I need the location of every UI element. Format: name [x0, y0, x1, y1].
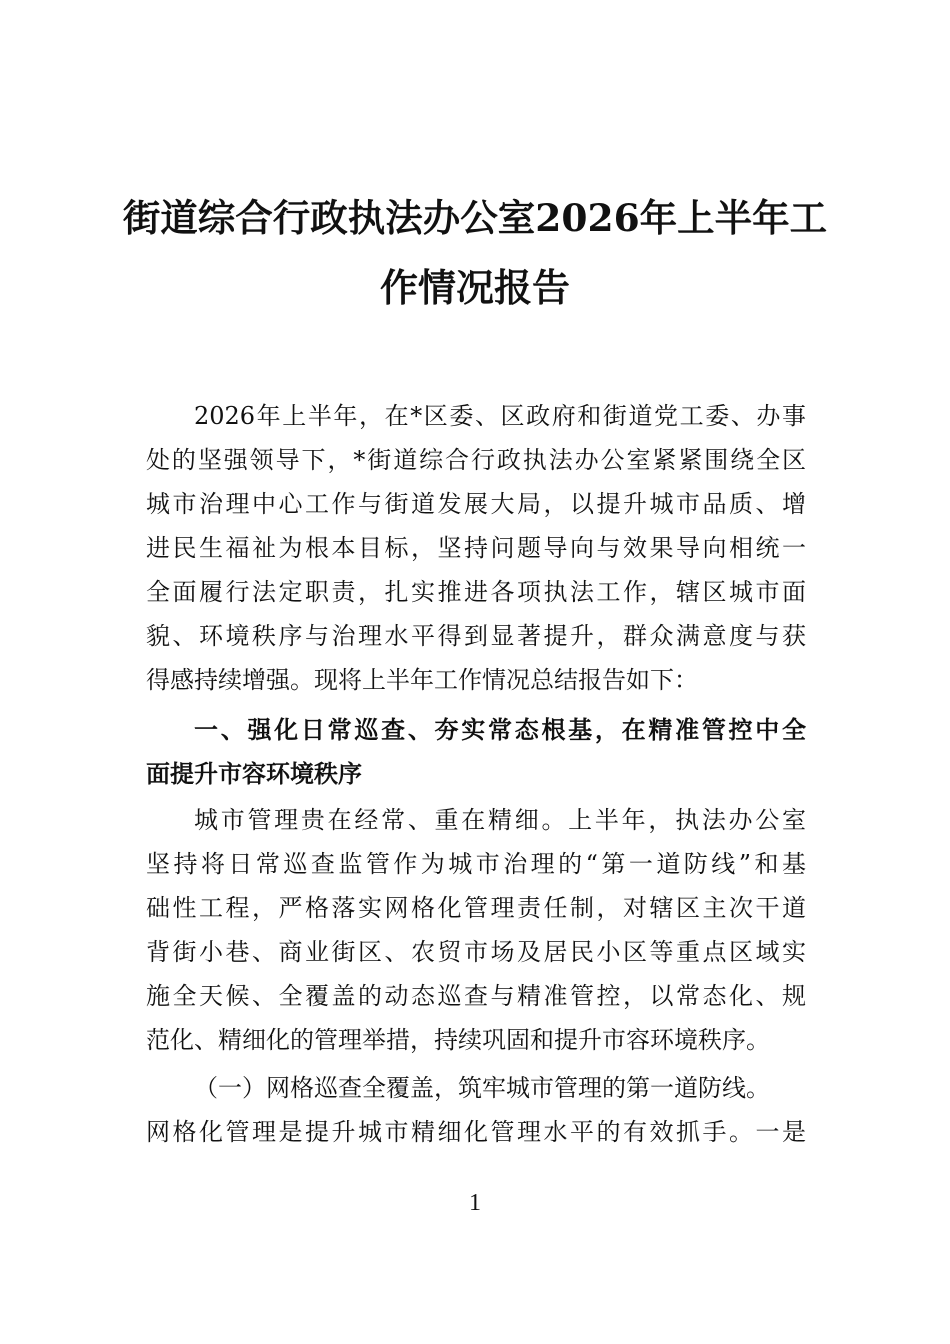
section-body-line: 坚持将日常巡查监管作为城市治理的“第一道防线”和基 [146, 850, 806, 878]
document-title-line-2: 作情况报告 [379, 265, 570, 310]
section-heading-line: 面提升市容环境秩序 [146, 760, 362, 788]
subsection-body-line: 网格化管理是提升城市精细化管理水平的有效抓手。一是 [146, 1118, 806, 1146]
page-number: 1 [469, 1190, 481, 1216]
subsection-heading-line: （一）网格巡查全覆盖，筑牢城市管理的第一道防线。 [194, 1074, 770, 1102]
document-title-line-1: 街道综合行政执法办公室2026年上半年工 [122, 196, 828, 240]
intro-line: 2026年上半年，在*区委、区政府和街道党工委、办事 [194, 402, 806, 430]
intro-line: 貌、环境秩序与治理水平得到显著提升，群众满意度与获 [146, 622, 806, 650]
intro-line: 处的坚强领导下，*街道综合行政执法办公室紧紧围绕全区 [146, 446, 806, 474]
intro-line: 城市治理中心工作与街道发展大局，以提升城市品质、增 [146, 490, 806, 518]
section-body-line: 范化、精细化的管理举措，持续巩固和提升市容环境秩序。 [146, 1026, 770, 1054]
section-body-line: 施全天候、全覆盖的动态巡查与精准管控，以常态化、规 [146, 982, 806, 1010]
section-body-line: 础性工程，严格落实网格化管理责任制，对辖区主次干道 [146, 894, 806, 922]
intro-line: 进民生福祉为根本目标，坚持问题导向与效果导向相统一 [146, 534, 806, 562]
intro-line: 得感持续增强。现将上半年工作情况总结报告如下： [146, 666, 698, 694]
section-body-line: 背街小巷、商业街区、农贸市场及居民小区等重点区域实 [146, 938, 806, 966]
section-body-line: 城市管理贵在经常、重在精细。上半年，执法办公室 [194, 806, 806, 834]
section-heading-line: 一、强化日常巡查、夯实常态根基，在精准管控中全 [194, 716, 806, 744]
intro-line: 全面履行法定职责，扎实推进各项执法工作，辖区城市面 [146, 578, 806, 606]
